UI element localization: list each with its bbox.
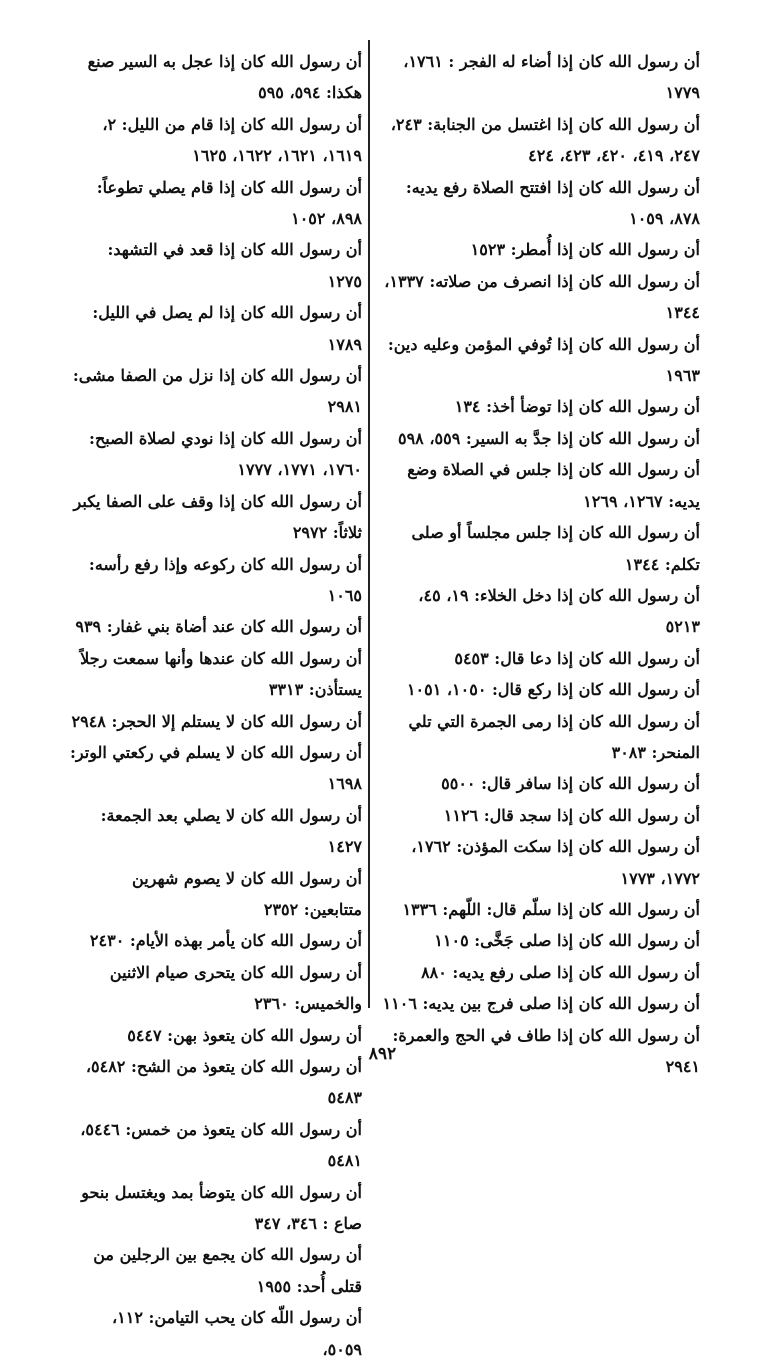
index-entry: أن رسول الله كان إذا جلس في الصلاة وضع يديه: ١٢٦٧، ١٢٦٩ bbox=[407, 460, 700, 511]
index-entry: أن رسول الله كان يتحرى صيام الاثنين والخميس: ٢٣٦٠ bbox=[109, 962, 362, 1014]
index-entry: أن رسول الله كان إذا افتتح الصلاة رفع يديه: ٨٧٨، ١٠٥٩ bbox=[405, 177, 700, 229]
index-entry: أن رسول الله كان إذا انصرف من صلاته: ١٣٣٧، ١٣٤٤ bbox=[384, 271, 700, 323]
page-number: ٨٩٢ bbox=[368, 1044, 397, 1064]
index-entry: أن رسول الله كان يجمع بين الرجلين من قتلى أُحد: ١٩٥٥ bbox=[93, 1245, 362, 1296]
index-entry: أن رسول الله كان إذا قعد في التشهد: ١٢٧٥ bbox=[107, 240, 362, 291]
index-entry: أن رسول الله كان يأمر بهذه الأيام: ٢٤٣٠ bbox=[89, 931, 362, 951]
index-entry: أن رسول الله كان إذا قام يصلي تطوعاً: ٨٩٨، ١٠٥٢ bbox=[96, 177, 362, 229]
index-entry: أن رسول الله كان يتعوذ من الشح: ٥٤٨٢، ٥٤٨٣ bbox=[85, 1057, 362, 1108]
index-entry: أن رسول الله كان يتعوذ من خمس: ٥٤٤٦، ٥٤٨١ bbox=[80, 1119, 362, 1171]
index-entry: أن رسول الله كان إذا صلى جَخَّى: ١١٠٥ bbox=[434, 931, 700, 951]
index-entry: أن رسول الله كان إذا صلى فرج بين يديه: ١١٠٦ bbox=[382, 994, 700, 1014]
index-entry: أن رسول الله كان إذا رمى الجمرة التي تلي المنحر: ٣٠٨٣ bbox=[408, 711, 700, 762]
index-entry: أن رسول الله كان عندها وأنها سمعت رجلاً يستأذن: ٣٣١٣ bbox=[80, 648, 362, 700]
index-entry: أن رسول الله كان إذا سلّم قال: اللّهم: ١٣٣٦ bbox=[402, 899, 700, 919]
index-entry: أن رسول الله كان لا يصوم شهرين متتابعين: ٢٣٥٢ bbox=[132, 868, 362, 919]
index-entry: أن رسول الله كان إذا أُمطر: ١٥٢٣ bbox=[470, 240, 700, 260]
index-entry: أن رسول الله كان إذا طاف في الحج والعمرة: ٢٩٤١ bbox=[392, 1025, 700, 1076]
index-entry: أن رسول الله كان عند أضاة بني غفار: ٩٣٩ bbox=[75, 617, 362, 637]
index-entry: أن رسول الله كان يتوضأ بمد ويغتسل بنحو صاع : ٣٤٦، ٣٤٧ bbox=[81, 1182, 362, 1234]
index-entry: أن رسول الله كان إذا نودي لصلاة الصبح: ١٧٦٠، ١٧٧١، ١٧٧٧ bbox=[89, 428, 362, 480]
index-entry: أن رسول الله كان لا يصلي بعد الجمعة: ١٤٢٧ bbox=[100, 805, 362, 857]
index-entry: أن رسول الله كان لا يسلم في ركعتي الوتر: ١٦٩٨ bbox=[70, 742, 362, 794]
index-entry: أن رسول اللّه كان يحب التيامن: ١١٢، ٥٠٥٩، bbox=[111, 1308, 362, 1359]
index-entry: أن رسول الله كان إذا جدَّ به السير: ٥٥٩، ٥٩٨ bbox=[397, 428, 700, 448]
index-column-left bbox=[70, 46, 362, 1365]
index-entry: أن رسول الله كان ركوعه وإذا رفع رأسه: ١٠٦٥ bbox=[88, 554, 362, 605]
index-entry: أن رسول الله كان إذا ركع قال: ١٠٥٠، ١٠٥١ bbox=[406, 680, 700, 700]
index-entry: أن رسول الله كان إذا دخل الخلاء: ١٩، ٤٥، ٥٢١٣ bbox=[418, 585, 700, 637]
index-entry: أن رسول الله كان إذا وقف على الصفا يكبر ثلاثاً: ٢٩٧٢ bbox=[73, 491, 362, 543]
index-entry: أن رسول الله كان إذا صلى رفع يديه: ٨٨٠ bbox=[421, 962, 700, 982]
index-entry: أن رسول الله كان لا يستلم إلا الحجر: ٢٩٤٨ bbox=[71, 711, 362, 731]
index-entry: أن رسول الله كان إذا جلس مجلساً أو صلى تكلم: ١٣٤٤ bbox=[411, 523, 700, 574]
index-column-right bbox=[380, 46, 700, 1082]
index-entry: أن رسول الله كان إذا لم يصل في الليل: ١٧٨٩ bbox=[92, 303, 362, 354]
index-entry: أن رسول الله كان إذا توضأ أخذ: ١٣٤ bbox=[454, 397, 700, 417]
index-entry: أن رسول الله كان إذا سافر قال: ٥٥٠٠ bbox=[441, 774, 700, 794]
index-entry: أن رسول الله كان إذا اغتسل من الجنابة: ٢٤٣، ٢٤٧، ٤١٩، ٤٢٠، ٤٢٣، ٤٢٤ bbox=[390, 114, 700, 166]
index-entry: أن رسول الله كان يتعوذ بهن: ٥٤٤٧ bbox=[127, 1025, 362, 1045]
column-divider bbox=[368, 40, 370, 1008]
index-entry: أن رسول الله كان إذا قام من الليل: ٢، ١٦١٩، ١٦٢١، ١٦٢٢، ١٦٢٥ bbox=[102, 114, 362, 166]
index-entry: أن رسول الله كان إذا سكت المؤذن: ١٧٦٢، ١٧٧٢، ١٧٧٣ bbox=[411, 837, 700, 888]
index-entry: أن رسول الله كان إذا نزل من الصفا مشى: ٢٩٨١ bbox=[72, 366, 362, 417]
index-entry: أن رسول الله كان إذا عجل به السير صنع هكذا: ٥٩٤، ٥٩٥ bbox=[87, 52, 362, 103]
index-entry: أن رسول الله كان إذا أضاء له الفجر : ١٧٦١، ١٧٧٩ bbox=[403, 52, 700, 103]
index-entry: أن رسول الله كان إذا سجد قال: ١١٢٦ bbox=[443, 805, 700, 825]
index-entry: أن رسول الله كان إذا دعا قال: ٥٤٥٣ bbox=[454, 648, 700, 668]
index-entry: أن رسول الله كان إذا تُوفي المؤمن وعليه دين: ١٩٦٣ bbox=[387, 334, 700, 386]
